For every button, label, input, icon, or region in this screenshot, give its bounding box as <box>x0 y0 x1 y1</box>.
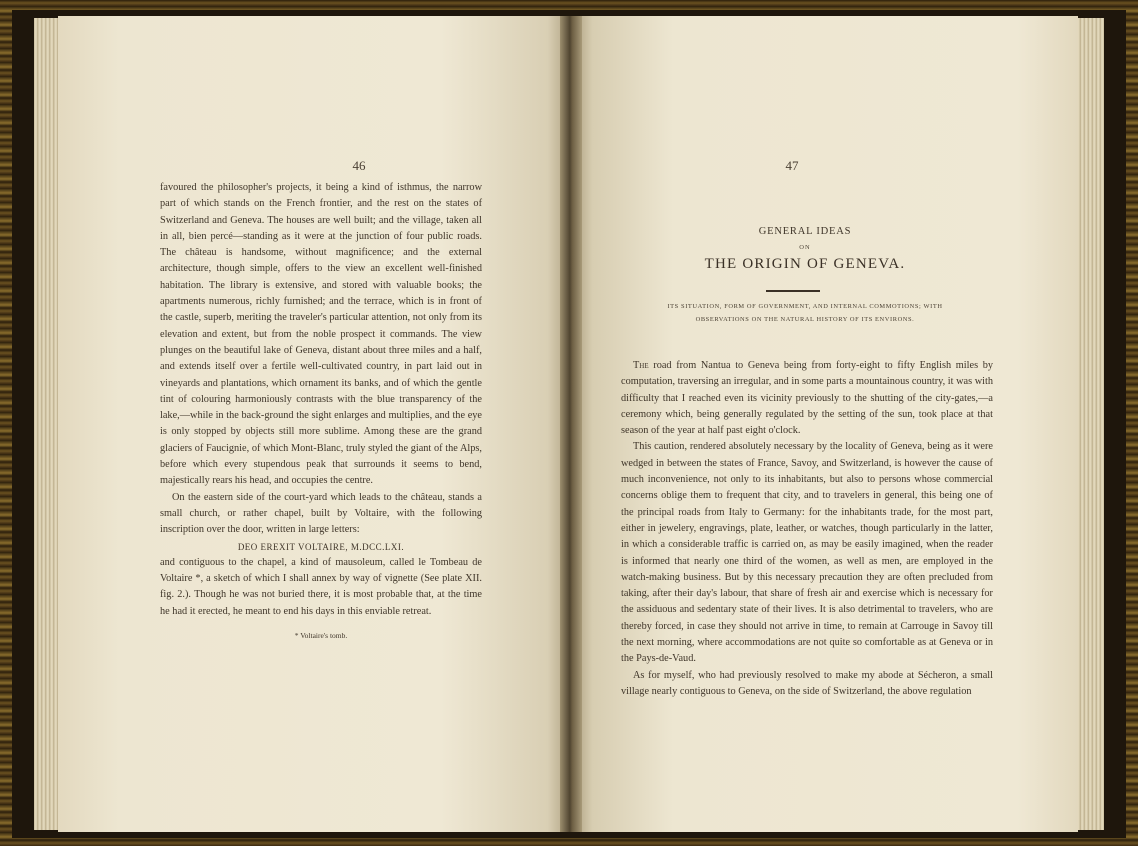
chapter-title: THE ORIGIN OF GENEVA. <box>704 256 906 272</box>
chapter-subheading-line1: ITS SITUATION, FORM OF GOVERNMENT, AND INTERNAL COMMOTIONS; WITH <box>667 303 943 310</box>
left-page-body <box>160 180 482 644</box>
chapter-heading-on: ON <box>799 244 811 251</box>
right-page-number: 47 <box>785 158 799 173</box>
book-gutter <box>560 16 582 832</box>
footnote: * Voltaire's tomb. <box>294 631 348 641</box>
heading-rule <box>766 290 820 292</box>
inscription: DEO EREXIT VOLTAIRE, M.DCC.LXI. <box>237 541 405 552</box>
chapter-heading-line1: GENERAL IDEAS <box>758 226 852 237</box>
lead-word: The <box>633 360 649 371</box>
right-paragraph-1-text: road from Nantua to Geneva being from forty-eight to fifty English miles by computation, traversing an irregular, and in some parts a mountainous country, it was with difficulty that I reached even its vicinity previously to the shutting of the city-gates,—a ceremony which, being generally regulated by the setting of the sun, took place at that season of the year at half past eight o'clock. <box>621 360 994 437</box>
right-paragraph-2: This caution, rendered absolutely necessary by the locality of Geneva, being as it were wedged in between the states of France, Savoy, and Switzerland, is however the cause of much inconvenience, not only to its inhabitants, but also to persons whose commercial concerns oblige them to frequent that city, and to travelers in general, this being one of the principal roads from Italy to Germany: for the inhabitants trade, for the most part, either in jewelery, engravings, plate, leather, or watches, though particularly in the latter, in which a considerable traffic is carried on, as may be easily imagined, when the reader is informed that nearly one third of the women, as well as men, are employed in the watch-making business. But by this necessary precaution they are often precluded from taking, after their day's labour, that share of fresh air and exercise which is necessary for the assiduous and sedentary state of their lives. It is also detrimental to travelers, who are thereby forced, in case they should not arrive in time, to remain at Carrouge in Savoy till the next morning, where accommodations are not quite so comfortable as at Geneva or in the Pays-de-Vaud. <box>621 441 993 665</box>
left-paragraph-1: favoured the philosopher's projects, it being a kind of isthmus, the narrow part of which stands on the French frontier, and the rest on the states of Switzerland and Geneva. The houses are well built; and the village, taken all in all, bien percé—standing as it were at the junction of four public roads. The château is handsome, without magnificence; and the external architecture, though simple, offers to the view an excellent well-finished habitation. The library is extensive, and stored with valuable books; the apartments numerous, richly furnished; and the terrace, which is in front of the castle, superb, meriting the traveler's particular attention, not only from its elevation and extent, but from the noble prospect it commands. The view plunges on the beautiful lake of Geneva, distant about three miles and a half, and extends itself over a fertile well-cultivated country, in part laid out in vineyards and plantations, which ornament its banks, and of which the gentle tint of colouring harmoniously contrasts with the blue transparency of the lake,—while in the back-ground the sight enlarges and multiplies, and the eye is only stopped by objects still more sublime. Among these are the grand glaciers of Faucignie, of which Mont-Blanc, truly styled the giant of the Alps, before which every stupendous peak that surrounds it seems to bend, majestically rears his head, and occupies the centre. <box>160 182 482 487</box>
right-page-body <box>621 358 993 700</box>
right-paragraph-1 <box>621 358 993 439</box>
right-paragraph-3: As for myself, who had previously resolved to make my abode at Sécheron, a small village nearly contiguous to Geneva, on the side of Switzerland, the above regulation <box>621 669 993 697</box>
chapter-subheading-line2: OBSERVATIONS ON THE NATURAL HISTORY OF ITS ENVIRONS. <box>695 316 915 323</box>
left-paragraph-2: On the eastern side of the court-yard which leads to the château, stands a small church, or rather chapel, built by Voltaire, with the following inscription over the door, written in large letters: <box>160 491 482 536</box>
left-paragraph-3: and contiguous to the chapel, a kind of mausoleum, called le Tombeau de Voltaire *, a sketch of which I shall annex by way of vignette (See plate XII. fig. 2.). Though he was not buried there, it is most probable that, at the time he had it erected, he meant to end his days in this enviable retreat. <box>160 556 482 617</box>
left-page-number: 46 <box>352 158 366 173</box>
